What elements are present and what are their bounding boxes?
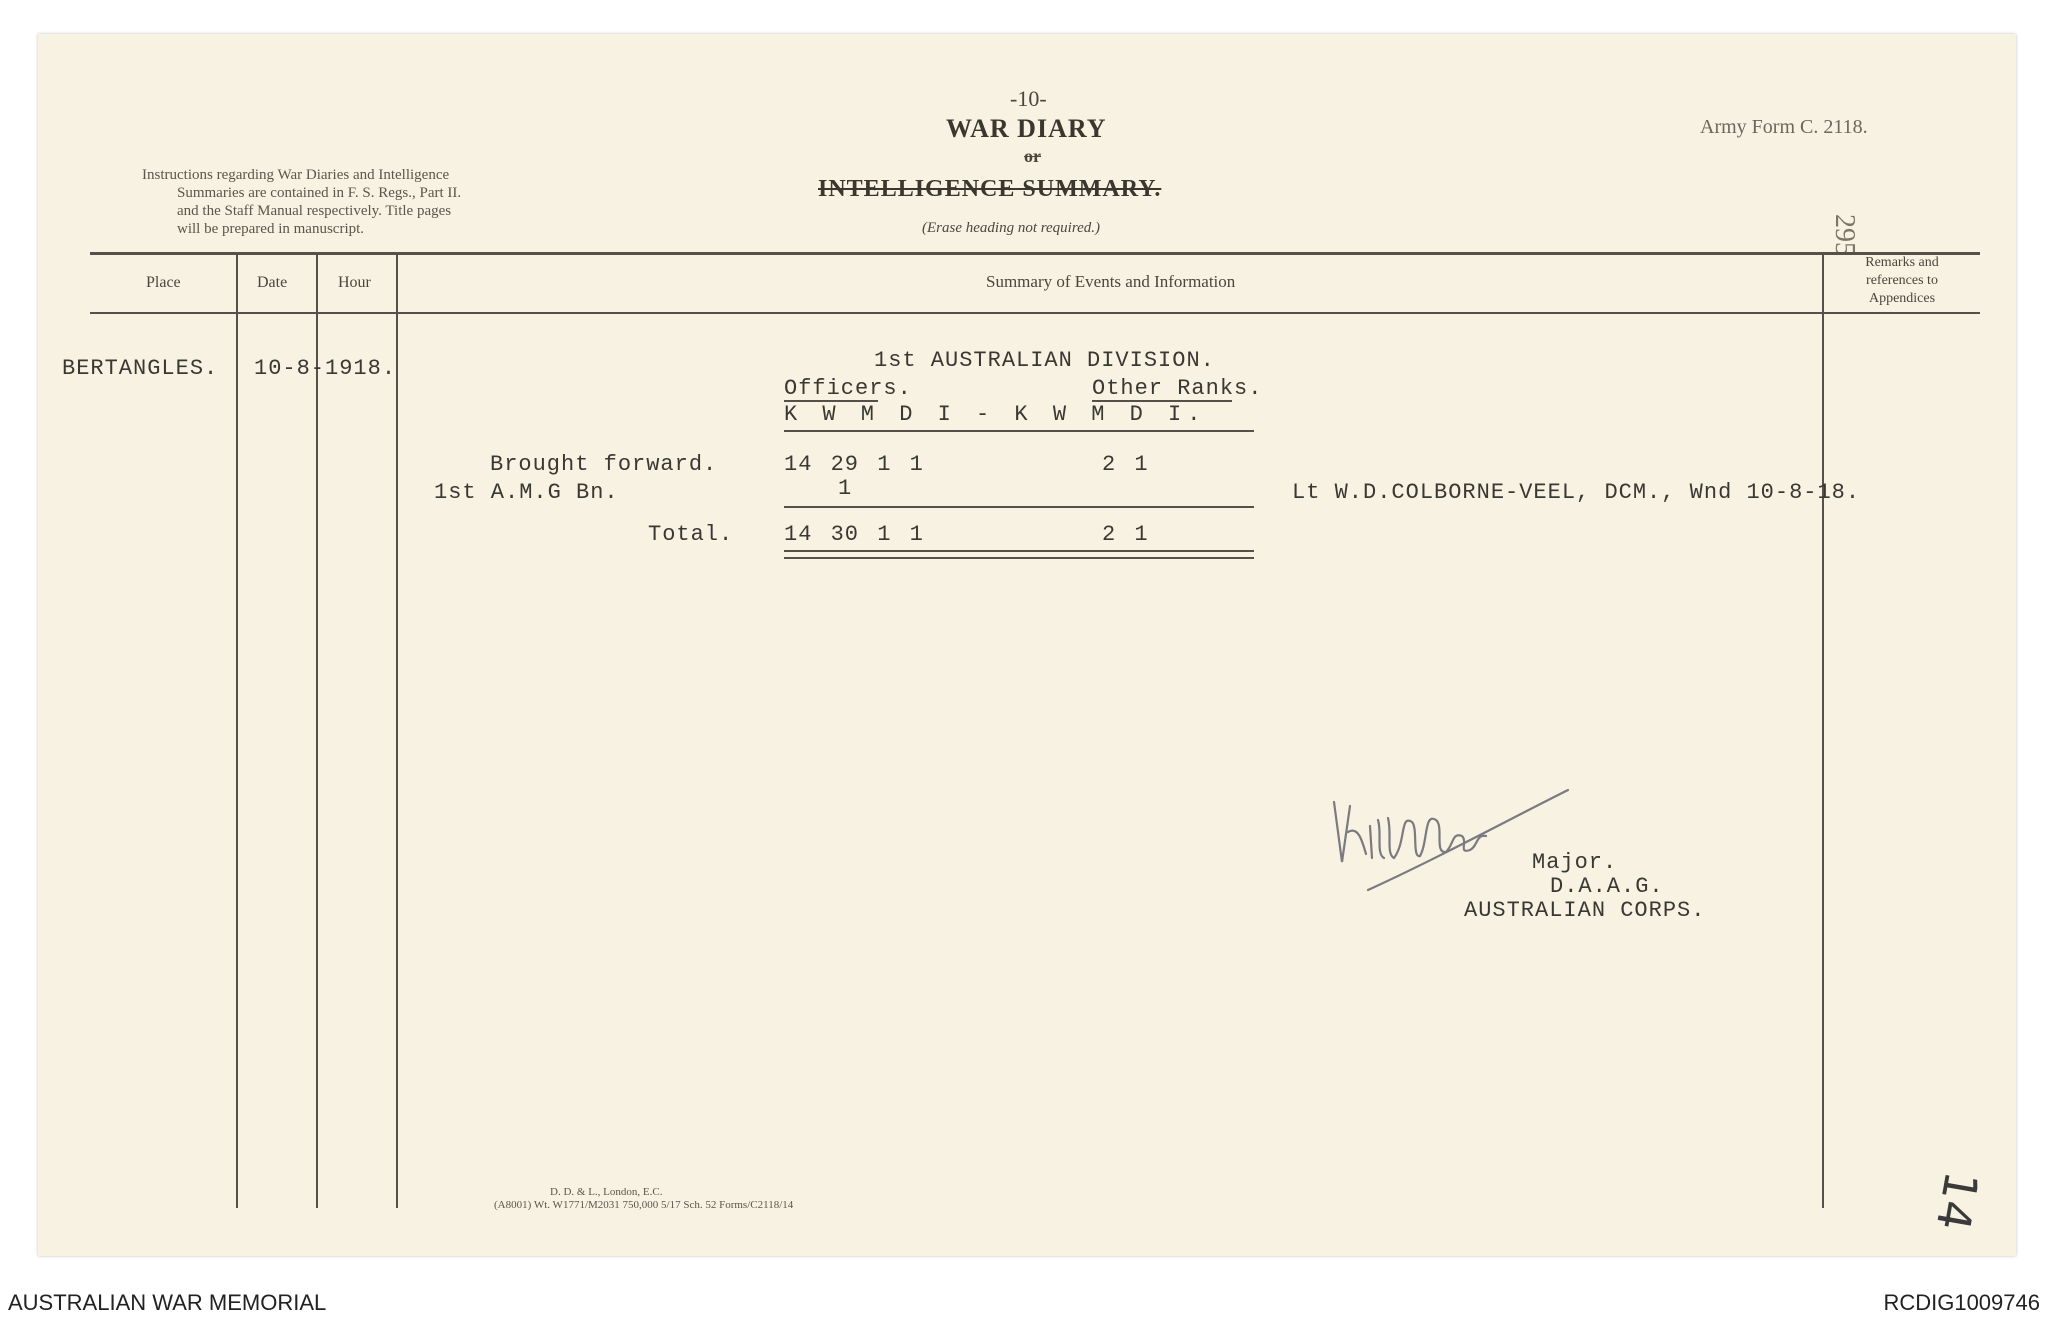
- row-officers-brought-forward: 14 29 1 1: [784, 452, 924, 477]
- imprint-line: D. D. & L., London, E.C.: [550, 1186, 663, 1198]
- intelligence-summary-heading: INTELLIGENCE SUMMARY.: [818, 176, 1162, 202]
- column-header-place: Place: [146, 274, 181, 291]
- diary-title: WAR DIARY: [946, 114, 1107, 143]
- subtotal-rule: [784, 506, 1254, 508]
- codes-underline: [784, 430, 1254, 432]
- table-top-rule: [90, 252, 1980, 255]
- instructions-line: and the Staff Manual respectively. Title pages: [177, 203, 452, 219]
- or-mark: or: [1024, 146, 1041, 166]
- signatory-appointment: D.A.A.G.: [1550, 874, 1664, 899]
- row-officers-amg-bn: 1: [838, 476, 853, 501]
- page-number: -10-: [1010, 86, 1047, 111]
- instructions-line: will be prepared in manuscript.: [177, 221, 365, 237]
- row-officers-total: 14 30 1 1: [784, 522, 924, 547]
- archive-footer-right: RCDIG1009746: [1883, 1290, 2040, 1315]
- handwritten-page-number: 14: [1925, 1167, 1989, 1235]
- row-label-amg-bn: 1st A.M.G Bn.: [434, 480, 619, 505]
- codes-overline: [784, 400, 878, 402]
- officers-label: Officers.: [784, 376, 912, 401]
- instructions-line: Summaries are contained in F. S. Regs., Part II.: [177, 185, 462, 201]
- row-other-ranks-brought-forward: 2 1: [1102, 452, 1149, 477]
- remarks-header-line: Appendices: [1868, 291, 1936, 306]
- codes-overline: [1092, 400, 1232, 402]
- remarks-header-line: Remarks and: [1865, 255, 1939, 270]
- imprint-line: (A8001) Wt. W1771/M2031 750,000 5/17 Sch. 52 Forms/C2118/14: [494, 1199, 794, 1211]
- erase-note: (Erase heading not required.): [922, 220, 1101, 236]
- casualty-column-codes: K W M D I - K W M D I.: [784, 402, 1207, 427]
- archive-footer-left: AUSTRALIAN WAR MEMORIAL: [8, 1290, 327, 1315]
- total-double-rule: [784, 550, 1254, 559]
- remark-colborne-veel: Lt W.D.COLBORNE-VEEL, DCM., Wnd 10-8-18.: [1292, 480, 1861, 505]
- column-divider: [396, 252, 398, 1208]
- instructions-line: Instructions regarding War Diaries and Intelligence: [142, 167, 450, 183]
- instructions-block: [142, 166, 461, 238]
- table-header-rule: [90, 312, 1980, 314]
- signatory-rank: Major.: [1532, 850, 1618, 875]
- row-label-total: Total.: [648, 522, 734, 547]
- remarks-header-line: references to: [1866, 273, 1938, 288]
- other-ranks-label: Other Ranks.: [1092, 376, 1263, 401]
- entry-date: 10-8-1918.: [254, 356, 397, 381]
- division-heading: 1st AUSTRALIAN DIVISION.: [874, 348, 1215, 373]
- entry-place: BERTANGLES.: [62, 356, 219, 381]
- column-divider: [236, 252, 238, 1208]
- row-label-brought-forward: Brought forward.: [490, 452, 718, 477]
- row-other-ranks-total: 2 1: [1102, 522, 1149, 547]
- printer-imprint: [494, 1186, 793, 1212]
- signatory-unit: AUSTRALIAN CORPS.: [1464, 898, 1706, 923]
- column-header-date: Date: [257, 274, 288, 291]
- column-divider: [316, 252, 318, 1208]
- column-header-hour: Hour: [338, 274, 371, 291]
- army-form-number: Army Form C. 2118.: [1700, 116, 1868, 138]
- column-header-remarks: [1824, 254, 1980, 308]
- column-divider: [1822, 252, 1824, 1208]
- column-header-summary: Summary of Events and Information: [986, 272, 1236, 291]
- document-page: [38, 34, 2016, 1256]
- folio-number: 295: [1829, 214, 1860, 256]
